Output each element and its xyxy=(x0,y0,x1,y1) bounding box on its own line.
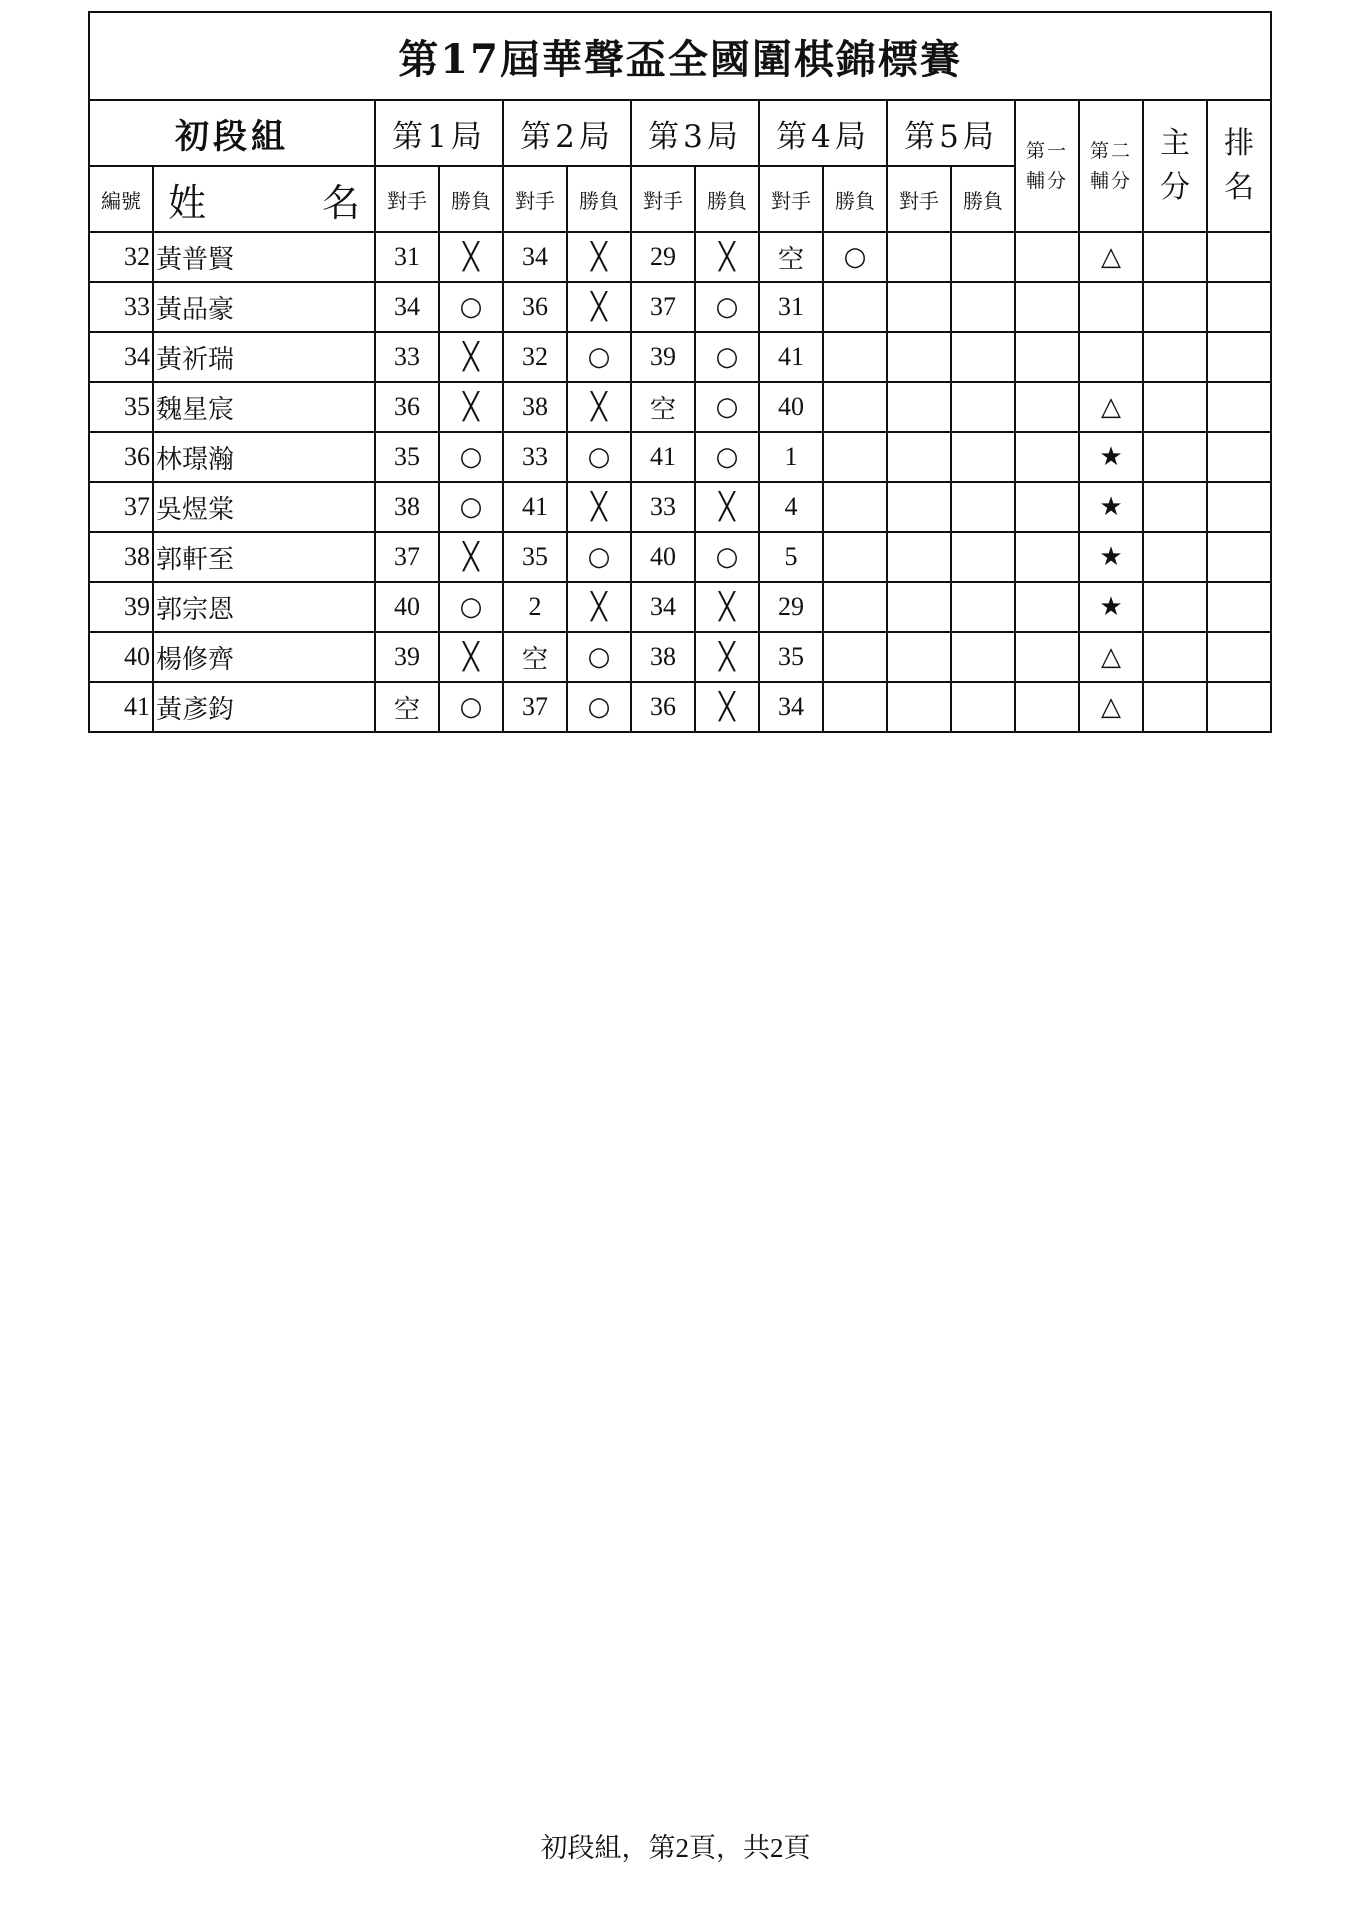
aux2-cell: ★ xyxy=(1079,532,1143,582)
opponent-cell xyxy=(887,332,951,382)
player-id: 40 xyxy=(89,632,153,682)
page-title: 第17屆華聲盃全國圍棋錦標賽 xyxy=(89,12,1271,100)
result-cell: ○ xyxy=(439,432,503,482)
rank-cell xyxy=(1207,432,1271,482)
result-cell: ╳ xyxy=(695,232,759,282)
opponent-cell: 39 xyxy=(375,632,439,682)
player-id: 33 xyxy=(89,282,153,332)
aux2-header-line2: 輔分 xyxy=(1089,170,1132,192)
rank-header-line1: 排 xyxy=(1224,126,1255,161)
opponent-cell xyxy=(887,532,951,582)
player-name: 魏星宸 xyxy=(153,382,375,432)
opponent-cell: 32 xyxy=(503,332,567,382)
opponent-cell: 37 xyxy=(375,532,439,582)
result-cell xyxy=(823,432,887,482)
result-cell: ○ xyxy=(695,332,759,382)
player-name: 郭軒至 xyxy=(153,532,375,582)
opponent-cell: 空 xyxy=(631,382,695,432)
aux1-cell xyxy=(1015,532,1079,582)
round-header-2: 第2局 xyxy=(503,100,631,166)
opponent-cell: 40 xyxy=(759,382,823,432)
opponent-cell xyxy=(887,682,951,732)
result-cell: ○ xyxy=(439,682,503,732)
name-header xyxy=(153,166,375,232)
aux1-cell xyxy=(1015,282,1079,332)
aux1-cell xyxy=(1015,482,1079,532)
result-header-r5: 勝負 xyxy=(951,166,1015,232)
opponent-cell: 1 xyxy=(759,432,823,482)
aux1-cell xyxy=(1015,582,1079,632)
opponent-cell: 空 xyxy=(503,632,567,682)
opponent-cell: 36 xyxy=(631,682,695,732)
opponent-header-r1: 對手 xyxy=(375,166,439,232)
opponent-cell: 34 xyxy=(759,682,823,732)
result-cell xyxy=(951,432,1015,482)
opponent-header-r4: 對手 xyxy=(759,166,823,232)
aux2-header xyxy=(1079,100,1143,232)
opponent-cell: 41 xyxy=(503,482,567,532)
result-cell: ○ xyxy=(695,432,759,482)
round-header-5: 第5局 xyxy=(887,100,1015,166)
result-cell: ○ xyxy=(439,282,503,332)
aux1-cell xyxy=(1015,432,1079,482)
result-cell: ╳ xyxy=(567,482,631,532)
result-cell xyxy=(823,332,887,382)
table-row xyxy=(89,282,1271,332)
rank-cell xyxy=(1207,582,1271,632)
opponent-cell xyxy=(887,632,951,682)
opponent-cell xyxy=(887,432,951,482)
round-header-1: 第1局 xyxy=(375,100,503,166)
table-row xyxy=(89,432,1271,482)
result-cell xyxy=(823,382,887,432)
result-cell xyxy=(823,582,887,632)
player-id: 36 xyxy=(89,432,153,482)
opponent-header-r5: 對手 xyxy=(887,166,951,232)
aux2-cell: ★ xyxy=(1079,432,1143,482)
opponent-cell: 36 xyxy=(375,382,439,432)
rank-header xyxy=(1207,100,1271,232)
result-header-r3: 勝負 xyxy=(695,166,759,232)
aux1-header-line2: 輔分 xyxy=(1025,170,1068,192)
opponent-cell: 31 xyxy=(759,282,823,332)
opponent-cell xyxy=(887,382,951,432)
player-id: 39 xyxy=(89,582,153,632)
main-score-cell xyxy=(1143,432,1207,482)
main-score-cell xyxy=(1143,582,1207,632)
player-name: 林璟瀚 xyxy=(153,432,375,482)
player-id: 37 xyxy=(89,482,153,532)
opponent-cell: 34 xyxy=(503,232,567,282)
aux1-header xyxy=(1015,100,1079,232)
page-footer: 初段組，第2頁，共2頁 xyxy=(540,1833,811,1863)
opponent-cell: 34 xyxy=(631,582,695,632)
main-score-header xyxy=(1143,100,1207,232)
player-name: 黃彥鈞 xyxy=(153,682,375,732)
opponent-cell: 35 xyxy=(375,432,439,482)
opponent-cell: 29 xyxy=(631,232,695,282)
result-cell: ╳ xyxy=(695,632,759,682)
opponent-cell: 33 xyxy=(631,482,695,532)
opponent-cell xyxy=(887,582,951,632)
main-score-cell xyxy=(1143,482,1207,532)
table-row xyxy=(89,382,1271,432)
player-id: 35 xyxy=(89,382,153,432)
result-cell xyxy=(951,632,1015,682)
aux2-header-line1: 第二 xyxy=(1089,140,1132,162)
result-cell: ╳ xyxy=(439,332,503,382)
table-row xyxy=(89,682,1271,732)
rank-cell xyxy=(1207,382,1271,432)
rank-cell xyxy=(1207,482,1271,532)
player-id: 38 xyxy=(89,532,153,582)
result-cell xyxy=(951,282,1015,332)
result-cell xyxy=(951,332,1015,382)
result-cell xyxy=(823,532,887,582)
opponent-cell: 34 xyxy=(375,282,439,332)
result-cell xyxy=(951,382,1015,432)
main-score-cell xyxy=(1143,282,1207,332)
rank-cell xyxy=(1207,232,1271,282)
opponent-cell: 33 xyxy=(375,332,439,382)
table-row xyxy=(89,482,1271,532)
opponent-header-r2: 對手 xyxy=(503,166,567,232)
round-header-4: 第4局 xyxy=(759,100,887,166)
opponent-cell: 38 xyxy=(503,382,567,432)
result-cell: ○ xyxy=(567,432,631,482)
main-score-header-line1: 主 xyxy=(1160,126,1190,161)
result-cell: ╳ xyxy=(695,482,759,532)
result-cell: ╳ xyxy=(439,632,503,682)
player-id: 32 xyxy=(89,232,153,282)
aux2-cell: △ xyxy=(1079,232,1143,282)
aux1-cell xyxy=(1015,382,1079,432)
opponent-cell: 40 xyxy=(375,582,439,632)
result-cell: ╳ xyxy=(439,232,503,282)
result-cell: ╳ xyxy=(439,382,503,432)
opponent-cell: 36 xyxy=(503,282,567,332)
player-name: 黃普賢 xyxy=(153,232,375,282)
id-header: 編號 xyxy=(89,166,153,232)
aux1-cell xyxy=(1015,682,1079,732)
result-cell xyxy=(823,682,887,732)
player-name: 黃品豪 xyxy=(153,282,375,332)
aux2-cell: △ xyxy=(1079,382,1143,432)
aux2-cell xyxy=(1079,282,1143,332)
main-score-cell xyxy=(1143,632,1207,682)
result-header-r4: 勝負 xyxy=(823,166,887,232)
opponent-cell: 5 xyxy=(759,532,823,582)
result-cell: ╳ xyxy=(439,532,503,582)
result-cell: ○ xyxy=(695,382,759,432)
opponent-cell xyxy=(887,282,951,332)
opponent-cell: 空 xyxy=(375,682,439,732)
result-cell: ╳ xyxy=(695,682,759,732)
opponent-cell: 31 xyxy=(375,232,439,282)
rank-header-line2: 名 xyxy=(1224,170,1255,205)
round-header-3: 第3局 xyxy=(631,100,759,166)
result-cell: ○ xyxy=(567,682,631,732)
opponent-cell: 38 xyxy=(631,632,695,682)
result-cell: ╳ xyxy=(567,382,631,432)
table-row xyxy=(89,532,1271,582)
aux2-cell: ★ xyxy=(1079,582,1143,632)
result-cell: ○ xyxy=(567,632,631,682)
result-cell: ╳ xyxy=(567,582,631,632)
opponent-cell: 35 xyxy=(759,632,823,682)
aux2-cell: △ xyxy=(1079,682,1143,732)
main-score-cell xyxy=(1143,332,1207,382)
main-score-cell xyxy=(1143,682,1207,732)
name-header-part2: 名 xyxy=(321,180,360,225)
result-cell xyxy=(951,482,1015,532)
result-cell xyxy=(823,282,887,332)
result-cell xyxy=(823,632,887,682)
result-cell: ○ xyxy=(695,282,759,332)
player-name: 郭宗恩 xyxy=(153,582,375,632)
player-id: 41 xyxy=(89,682,153,732)
main-score-cell xyxy=(1143,532,1207,582)
opponent-cell: 41 xyxy=(631,432,695,482)
aux2-cell: △ xyxy=(1079,632,1143,682)
result-header-r2: 勝負 xyxy=(567,166,631,232)
rank-cell xyxy=(1207,532,1271,582)
main-score-header-line2: 分 xyxy=(1160,170,1190,205)
aux2-cell: ★ xyxy=(1079,482,1143,532)
aux1-header-line1: 第一 xyxy=(1025,140,1068,162)
player-name: 黃祈瑞 xyxy=(153,332,375,382)
opponent-cell xyxy=(887,482,951,532)
opponent-cell: 39 xyxy=(631,332,695,382)
opponent-cell: 37 xyxy=(631,282,695,332)
opponent-cell: 37 xyxy=(503,682,567,732)
player-name: 楊修齊 xyxy=(153,632,375,682)
name-header-part1: 姓 xyxy=(168,180,207,225)
main-score-cell xyxy=(1143,382,1207,432)
result-cell: ○ xyxy=(439,582,503,632)
opponent-cell: 38 xyxy=(375,482,439,532)
result-cell: ╳ xyxy=(695,582,759,632)
result-cell xyxy=(951,582,1015,632)
table-row xyxy=(89,582,1271,632)
opponent-cell: 40 xyxy=(631,532,695,582)
opponent-header-r3: 對手 xyxy=(631,166,695,232)
result-cell: ○ xyxy=(439,482,503,532)
opponent-cell: 33 xyxy=(503,432,567,482)
opponent-cell xyxy=(887,232,951,282)
opponent-cell: 4 xyxy=(759,482,823,532)
result-cell: ╳ xyxy=(567,282,631,332)
result-cell xyxy=(951,682,1015,732)
opponent-cell: 29 xyxy=(759,582,823,632)
aux1-cell xyxy=(1015,632,1079,682)
aux1-cell xyxy=(1015,232,1079,282)
player-name: 吳煜棠 xyxy=(153,482,375,532)
opponent-cell: 35 xyxy=(503,532,567,582)
table-row xyxy=(89,332,1271,382)
table-row xyxy=(89,632,1271,682)
rank-cell xyxy=(1207,682,1271,732)
result-cell xyxy=(951,232,1015,282)
result-cell xyxy=(951,532,1015,582)
player-id: 34 xyxy=(89,332,153,382)
result-cell: ○ xyxy=(567,332,631,382)
table-row xyxy=(89,232,1271,282)
rank-cell xyxy=(1207,632,1271,682)
result-cell: ╳ xyxy=(567,232,631,282)
opponent-cell: 2 xyxy=(503,582,567,632)
results-table xyxy=(88,11,1272,733)
group-label: 初段組 xyxy=(89,100,375,166)
result-cell: ○ xyxy=(695,532,759,582)
result-cell: ○ xyxy=(823,232,887,282)
result-header-r1: 勝負 xyxy=(439,166,503,232)
rank-cell xyxy=(1207,282,1271,332)
rank-cell xyxy=(1207,332,1271,382)
result-cell: ○ xyxy=(567,532,631,582)
result-cell xyxy=(823,482,887,532)
aux1-cell xyxy=(1015,332,1079,382)
opponent-cell: 41 xyxy=(759,332,823,382)
opponent-cell: 空 xyxy=(759,232,823,282)
aux2-cell xyxy=(1079,332,1143,382)
main-score-cell xyxy=(1143,232,1207,282)
